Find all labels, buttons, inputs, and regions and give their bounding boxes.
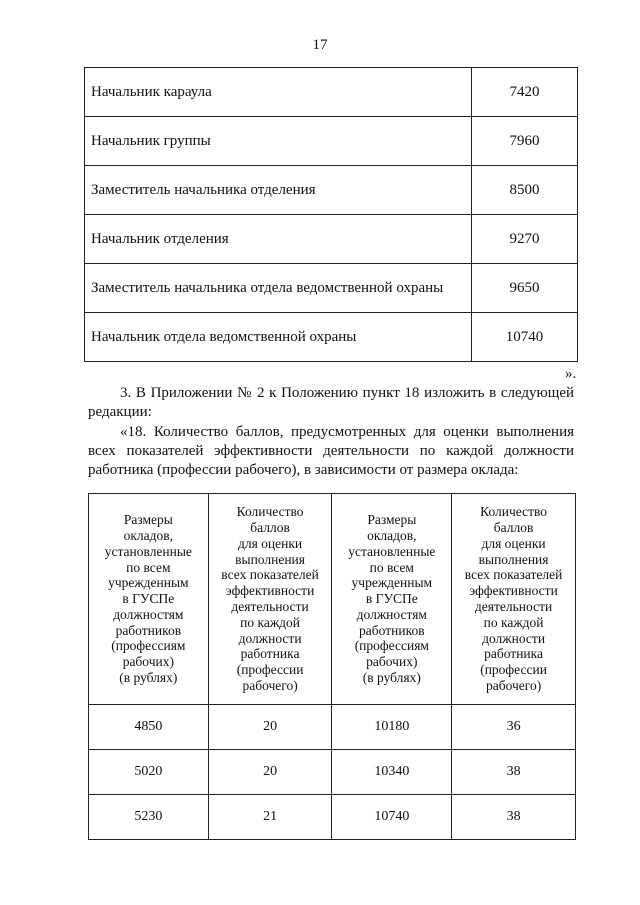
header-points-count: Количество баллов для оценки выполнения всех показателей эффективности деятельности по каждой должности работника (профессии рабочего) [208,494,332,705]
points-table [88,493,576,840]
table-row [89,795,576,840]
position-name: Заместитель начальника отделения [85,166,472,215]
points-cell: 21 [208,795,332,840]
salary-cell: 10740 [332,795,452,840]
paragraph-amendment: 3. В Приложении № 2 к Положению пункт 18 изложить в следующей редакции: [88,385,574,420]
position-name: Начальник отдела ведомственной охраны [85,313,472,362]
position-value: 8500 [472,166,578,215]
table-row [89,705,576,750]
position-value: 7960 [472,117,578,166]
table-row [85,166,578,215]
header-salary-size: Размеры окладов, установленные по всем учрежденным в ГУСПе должностям работников (профессиям рабочих) (в рублях) [89,494,209,705]
position-value: 7420 [472,68,578,117]
points-cell: 38 [452,795,576,840]
points-cell: 36 [452,705,576,750]
salary-cell: 10180 [332,705,452,750]
table-row [89,750,576,795]
header-row [89,494,576,705]
position-value: 10740 [472,313,578,362]
header-salary-size: Размеры окладов, установленные по всем учрежденным в ГУСПе должностям работников (профессиям рабочих) (в рублях) [332,494,452,705]
table-row [85,68,578,117]
position-name: Начальник отделения [85,215,472,264]
position-name: Начальник группы [85,117,472,166]
salary-cell: 4850 [89,705,209,750]
points-cell: 38 [452,750,576,795]
paragraph-item-18: «18. Количество баллов, предусмотренных для оценки выполнения всех показателей эффективности деятельности по каждой должности работника (профессии рабочего), в зависимости от размера оклада: [88,424,574,478]
salary-cell: 5230 [89,795,209,840]
position-name: Начальник караула [85,68,472,117]
points-cell: 20 [208,750,332,795]
header-points-count: Количество баллов для оценки выполнения всех показателей эффективности деятельности по каждой должности работника (профессии рабочего) [452,494,576,705]
table-row [85,313,578,362]
position-name: Заместитель начальника отдела ведомственной охраны [85,264,472,313]
positions-table [84,67,578,362]
position-value: 9270 [472,215,578,264]
table-row [85,215,578,264]
page-number: 17 [312,37,328,53]
table-row [85,117,578,166]
closing-quote: ». [565,366,577,382]
salary-cell: 10340 [332,750,452,795]
salary-cell: 5020 [89,750,209,795]
position-value: 9650 [472,264,578,313]
table-row [85,264,578,313]
points-cell: 20 [208,705,332,750]
